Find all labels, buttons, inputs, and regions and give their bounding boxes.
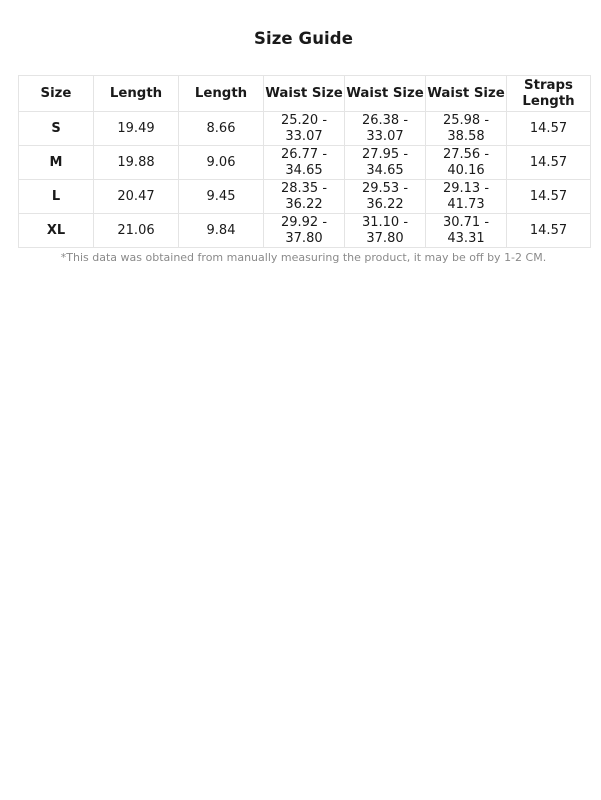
table-row — [19, 214, 591, 248]
column-header-waist-size: Waist Size — [345, 76, 426, 112]
table-cell: 21.06 — [94, 214, 179, 248]
table-cell: 29.92 - 37.80 — [264, 214, 345, 248]
table-cell: 31.10 - 37.80 — [345, 214, 426, 248]
table-cell: 29.13 - 41.73 — [426, 180, 507, 214]
table-cell: 9.45 — [179, 180, 264, 214]
column-header-length: Length — [94, 76, 179, 112]
size-cell: M — [19, 146, 94, 180]
table-cell: 14.57 — [507, 214, 591, 248]
table-row — [19, 112, 591, 146]
table-cell: 20.47 — [94, 180, 179, 214]
page-title: Size Guide — [253, 29, 354, 48]
size-cell: S — [19, 112, 94, 146]
table-cell: 19.49 — [94, 112, 179, 146]
table-header-row — [19, 76, 591, 112]
table-cell: 19.88 — [94, 146, 179, 180]
column-header-length: Length — [179, 76, 264, 112]
column-header-waist-size: Waist Size — [264, 76, 345, 112]
table-row — [19, 146, 591, 180]
table-row — [19, 180, 591, 214]
size-cell: XL — [19, 214, 94, 248]
table-cell: 9.06 — [179, 146, 264, 180]
measurement-disclaimer: *This data was obtained from manually measuring the product, it may be off by 1-2 CM. — [60, 251, 547, 264]
size-guide-table — [18, 75, 591, 248]
table-cell: 9.84 — [179, 214, 264, 248]
size-cell: L — [19, 180, 94, 214]
table-cell: 14.57 — [507, 180, 591, 214]
table-cell: 30.71 - 43.31 — [426, 214, 507, 248]
table-cell: 25.98 - 38.58 — [426, 112, 507, 146]
table-cell: 29.53 - 36.22 — [345, 180, 426, 214]
table-cell: 14.57 — [507, 112, 591, 146]
table-cell: 26.38 - 33.07 — [345, 112, 426, 146]
table-cell: 27.95 - 34.65 — [345, 146, 426, 180]
column-header-size: Size — [19, 76, 94, 112]
column-header-straps-length: Straps Length — [507, 76, 591, 112]
table-cell: 8.66 — [179, 112, 264, 146]
table-cell: 26.77 - 34.65 — [264, 146, 345, 180]
table-cell: 25.20 - 33.07 — [264, 112, 345, 146]
column-header-waist-size: Waist Size — [426, 76, 507, 112]
table-cell: 28.35 - 36.22 — [264, 180, 345, 214]
table-cell: 27.56 - 40.16 — [426, 146, 507, 180]
table-cell: 14.57 — [507, 146, 591, 180]
